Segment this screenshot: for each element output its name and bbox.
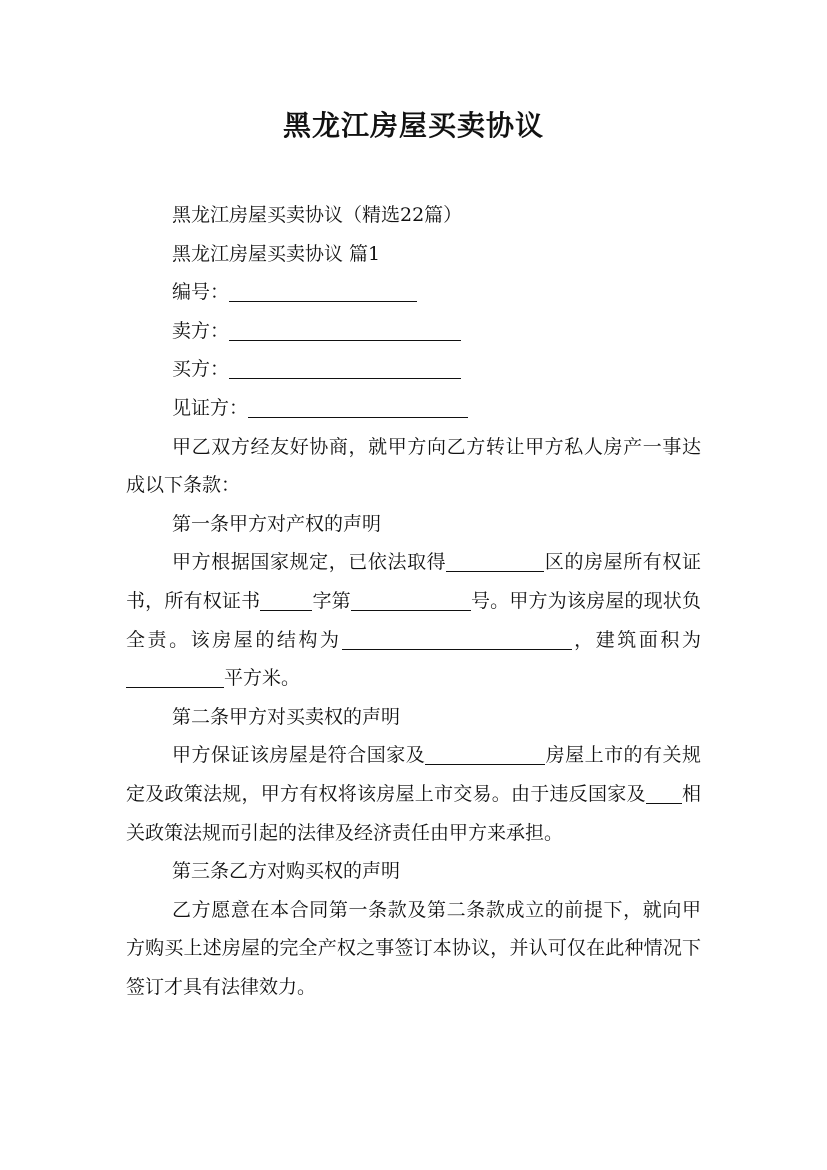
- district-blank[interactable]: [446, 549, 544, 572]
- structure-blank[interactable]: [342, 627, 572, 650]
- number-blank[interactable]: [229, 279, 417, 302]
- field-seller: [126, 312, 701, 351]
- intro-line: 黑龙江房屋买卖协议（精选22篇）: [172, 204, 463, 226]
- article1-text-6: 平方米。: [224, 667, 301, 690]
- preamble-paragraph: 甲乙双方经友好协商，就甲方向乙方转让甲方私人房产一事达成以下条款：: [126, 435, 701, 497]
- article2-heading: 第二条甲方对买卖权的声明: [172, 705, 401, 728]
- document-title: 黑龙江房屋买卖协议: [282, 109, 544, 142]
- field-number: [126, 273, 701, 312]
- article3-heading: 第三条乙方对购买权的声明: [172, 860, 401, 883]
- article2-paragraph: [126, 736, 701, 852]
- article1-text-4: 号。甲方为该房屋的现状负全责。该房屋的结构为: [126, 589, 701, 651]
- article2-text-3: 相关政策法规而引起的法律及经济责任由甲方来承担。: [126, 782, 701, 844]
- field-witness: [126, 389, 701, 428]
- seller-blank[interactable]: [229, 318, 461, 341]
- witness-blank[interactable]: [248, 395, 468, 418]
- article2-text-1: 甲方保证该房屋是符合国家及: [172, 744, 426, 767]
- regulation-blank[interactable]: [425, 742, 545, 765]
- field-witness-label: 见证方：: [172, 396, 249, 419]
- certificate-number-blank[interactable]: [351, 588, 471, 611]
- article1-text-2: 区的房屋所有权证书，所有权证书: [126, 551, 701, 612]
- field-number-label: 编号：: [172, 281, 230, 304]
- part-heading: 黑龙江房屋买卖协议 篇1: [172, 242, 381, 265]
- article1-text-1: 甲方根据国家规定，已依法取得: [172, 551, 447, 574]
- document-body: [126, 196, 701, 1006]
- article1-text-5: ，建筑面积为: [571, 628, 701, 651]
- area-blank[interactable]: [126, 665, 224, 688]
- certificate-prefix-blank[interactable]: [260, 588, 312, 611]
- article1-paragraph: [126, 543, 701, 697]
- article1-heading: 第一条甲方对产权的声明: [172, 512, 382, 535]
- article3-paragraph: 乙方愿意在本合同第一条款及第二条款成立的前提下，就向甲方购买上述房屋的完全产权之事签订本协议，并认可仅在此种情况下签订才具有法律效力。: [126, 898, 701, 998]
- field-buyer-label: 买方：: [172, 358, 230, 381]
- field-buyer: [126, 350, 701, 389]
- buyer-blank[interactable]: [229, 356, 461, 379]
- article2-text-2: 房屋上市的有关规定及政策法规，甲方有权将该房屋上市交易。由于违反国家及: [126, 744, 701, 805]
- field-seller-label: 卖方：: [172, 319, 230, 342]
- article1-text-3: 字第: [312, 589, 351, 612]
- violation-blank[interactable]: [646, 781, 682, 804]
